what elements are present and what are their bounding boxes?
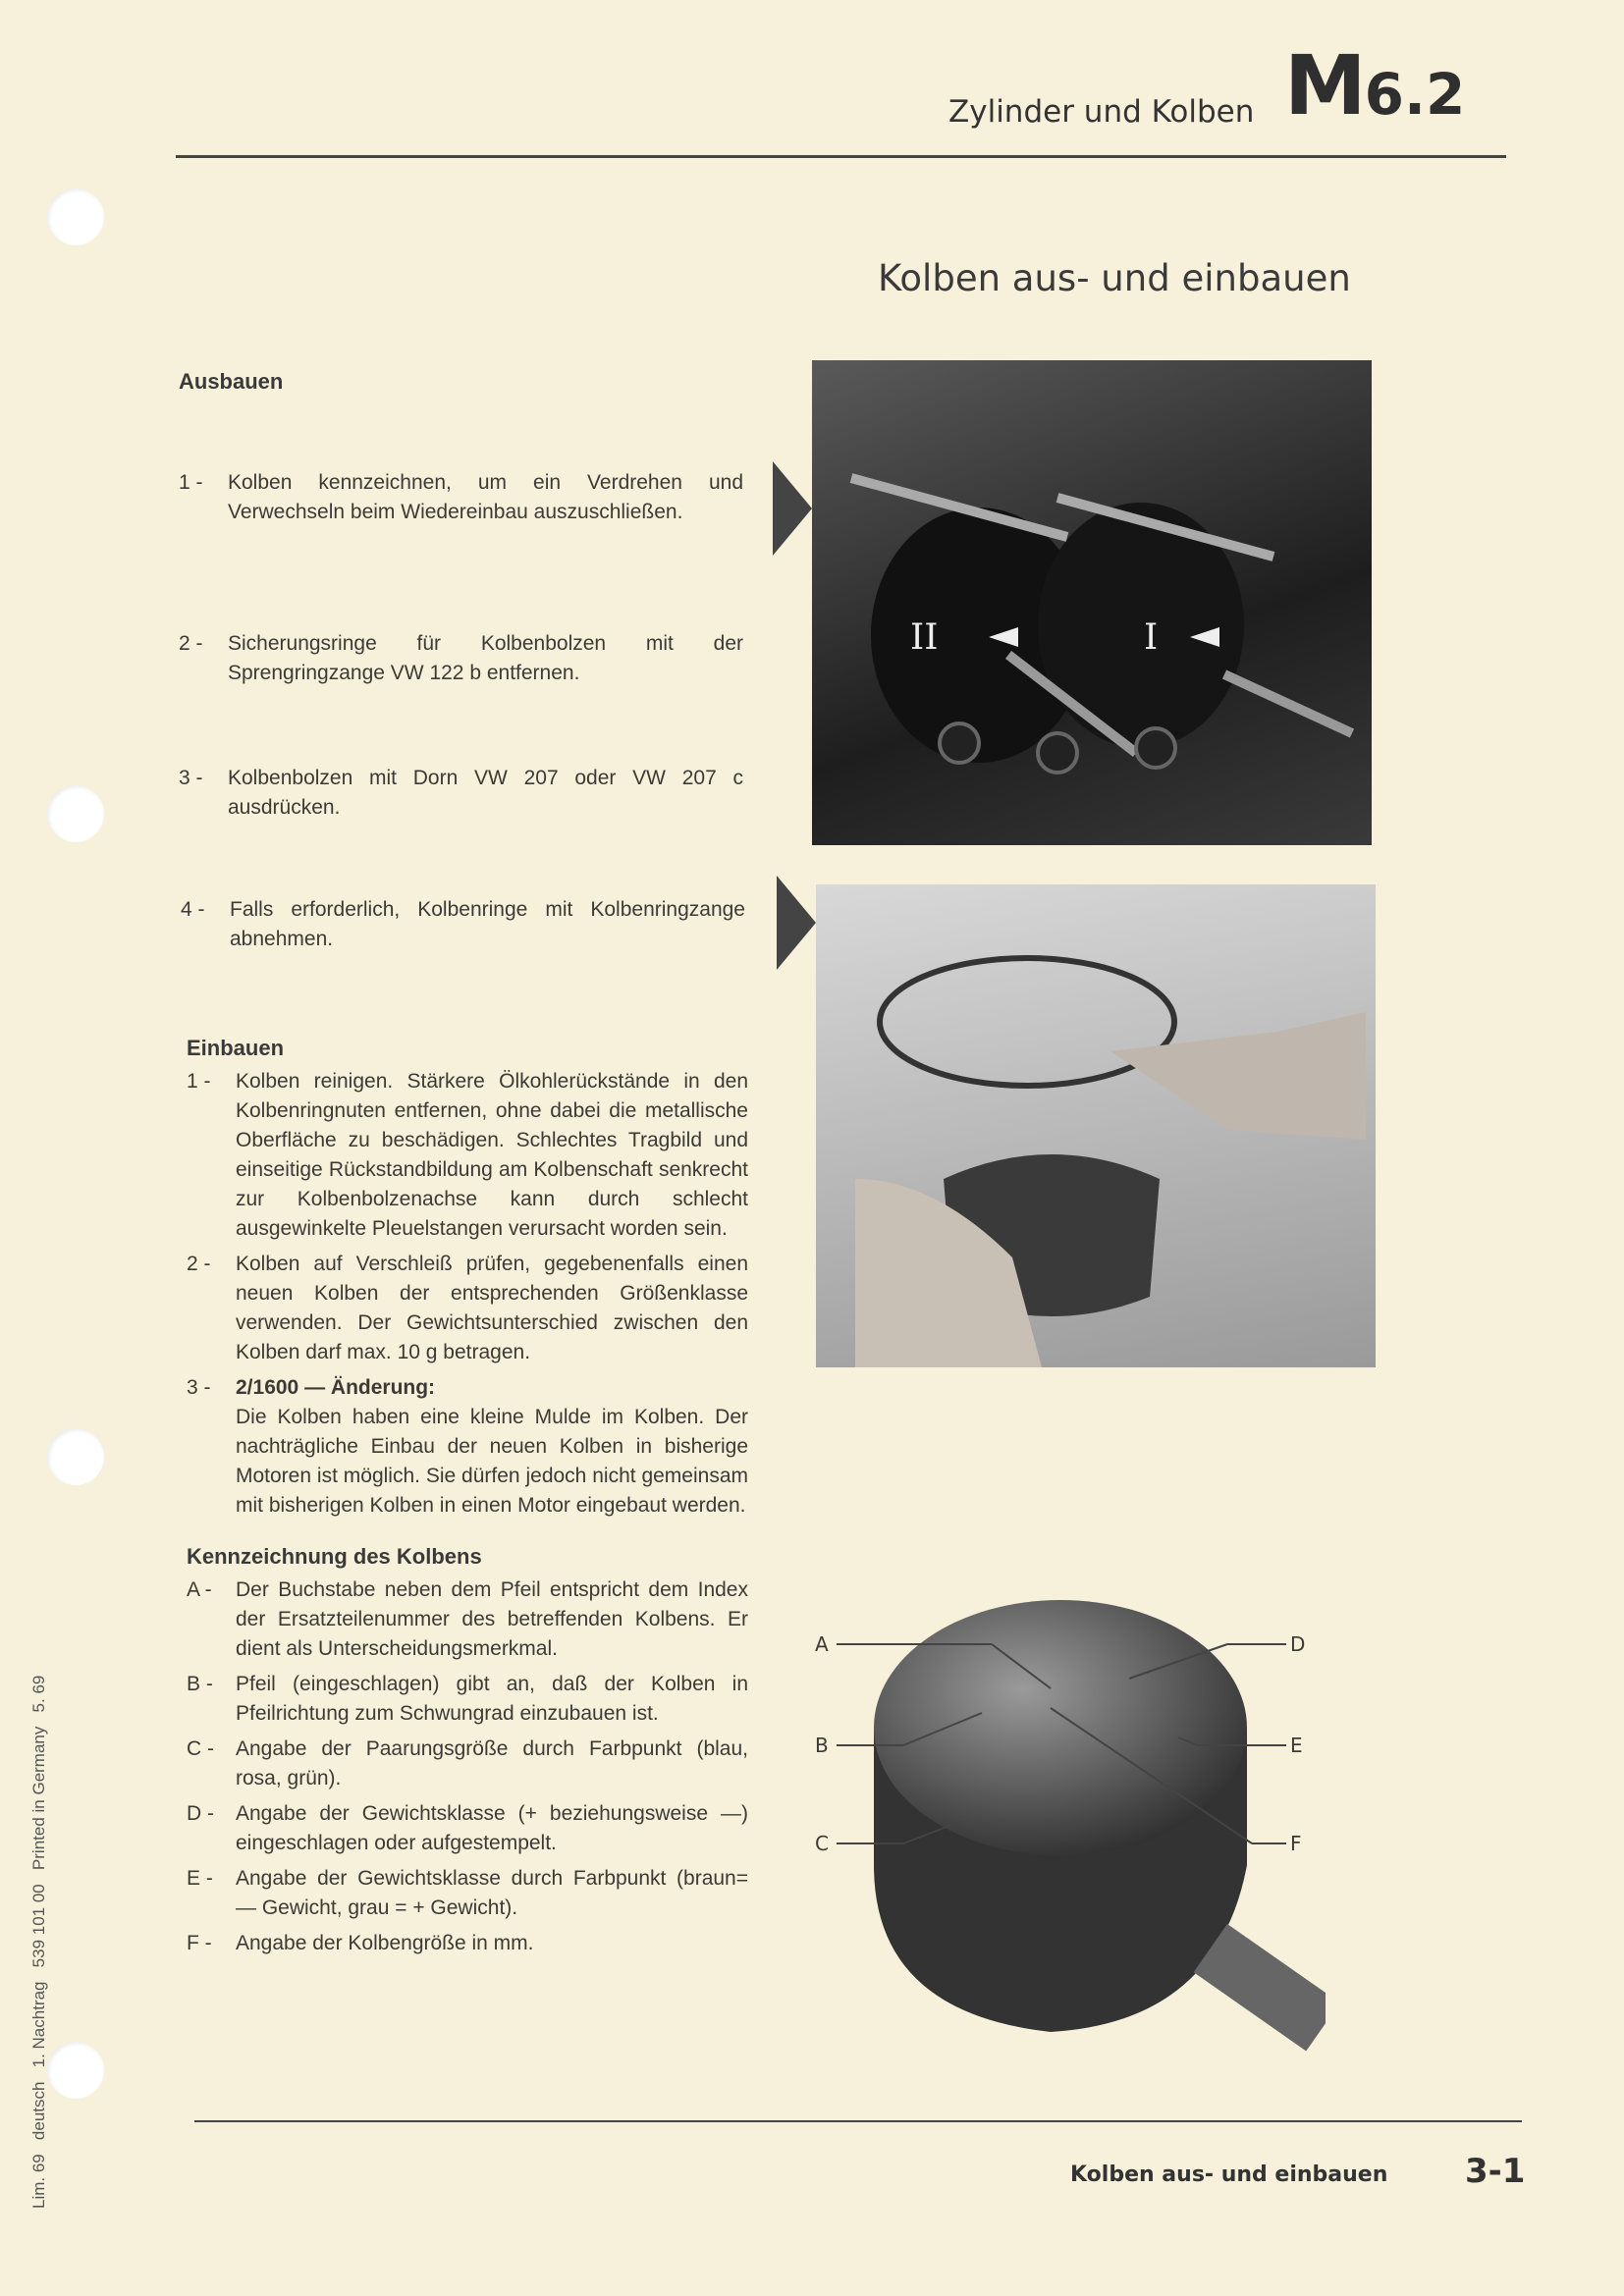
einbauen-heading: Einbauen	[187, 1036, 285, 1060]
einbauen-step	[187, 1067, 748, 1244]
piston-diagram	[815, 1600, 1326, 2061]
main-text-column	[187, 1036, 748, 1958]
einbauen-step	[187, 1250, 748, 1367]
item-text: Pfeil (eingeschlagen) gibt an, daß der Kolben in Pfeilrichtung zum Schwungrad einzubauen ist.	[236, 1673, 748, 1725]
section-title: Zylinder und Kolben	[948, 94, 1255, 130]
footer-title: Kolben aus- und einbauen	[1070, 2163, 1388, 2187]
step-text: Kolben kennzeichnen, um ein Verdrehen und Verwechseln beim Wiedereinbau auszuschließen.	[228, 471, 743, 523]
item-text: Angabe der Gewichtsklasse (+ beziehungsweise —) eingeschlagen oder aufgestempelt.	[236, 1802, 748, 1854]
pointer-arrow-icon	[773, 461, 812, 556]
step-number: 3 -	[187, 1376, 211, 1399]
marking-item	[187, 1799, 748, 1858]
step-text: Kolben auf Verschleiß prüfen, gegebenenfalls einen neuen Kolben der entsprechenden Größenklasse verwenden. Der Gewichtsunterschied zwischen den Kolben darf max. 10 g betragen.	[236, 1253, 748, 1363]
piston-ring-pliers-photo	[816, 884, 1376, 1367]
item-letter: E -	[187, 1867, 213, 1890]
code-number: 6.2	[1364, 61, 1466, 128]
step-number: 4 -	[181, 898, 205, 921]
item-text: Angabe der Kolbengröße in mm.	[236, 1932, 534, 1954]
marking-item	[187, 1575, 748, 1664]
item-text: Der Buchstabe neben dem Pfeil entspricht dem Index der Ersatzteilenummer des betreffenden Kolbens. Er dient als Unterscheidungsmerkmal.	[236, 1578, 748, 1660]
item-letter: B -	[187, 1673, 213, 1695]
punch-hole	[47, 785, 104, 842]
item-letter: C -	[187, 1737, 214, 1760]
ausbauen-heading: Ausbauen	[179, 369, 284, 394]
cylinder-label: II	[910, 617, 939, 658]
einbauen-step	[187, 1373, 748, 1521]
item-letter: D -	[187, 1802, 214, 1825]
step-number: 2 -	[179, 632, 203, 655]
step-number: 1 -	[179, 471, 203, 494]
pointer-arrow-icon	[777, 876, 816, 970]
change-heading: 2/1600 — Änderung:	[236, 1376, 436, 1399]
item-text: Angabe der Paarungsgröße durch Farbpunkt (blau, rosa, grün).	[236, 1737, 748, 1789]
marking-item	[187, 1929, 748, 1958]
step-text: Sicherungsringe für Kolbenbolzen mit der Sprengringzange VW 122 b entfernen.	[228, 632, 743, 684]
step-text: Kolbenbolzen mit Dorn VW 207 oder VW 207 c ausdrücken.	[228, 767, 743, 819]
page-number: 3-1	[1465, 2152, 1526, 2191]
callout-label: D	[1290, 1632, 1306, 1656]
punch-hole	[47, 1428, 104, 1485]
marking-item	[187, 1864, 748, 1923]
kennzeichnung-heading: Kennzeichnung des Kolbens	[187, 1544, 482, 1569]
item-text: Angabe der Gewichtsklasse durch Farbpunkt (braun= — Gewicht, grau = + Gewicht).	[236, 1867, 748, 1919]
marking-item	[187, 1735, 748, 1793]
footer-rule	[194, 2120, 1522, 2122]
ausbauen-step	[181, 895, 745, 954]
callout-label: C	[815, 1832, 829, 1855]
ausbauen-step	[179, 764, 743, 823]
punch-hole	[47, 188, 104, 245]
step-number: 1 -	[187, 1070, 211, 1093]
step-number: 3 -	[179, 767, 203, 789]
item-letter: A -	[187, 1578, 212, 1601]
step-text: Die Kolben haben eine kleine Mulde im Kolben. Der nachträgliche Einbau der neuen Kolben in bisherige Motoren ist möglich. Sie dürfen jedoch nicht gemeinsam mit bisherigen Kolben in einen Motor eingebaut werden.	[236, 1406, 748, 1517]
ausbauen-step	[179, 468, 743, 527]
callout-label: F	[1290, 1832, 1302, 1855]
step-text: Falls erforderlich, Kolbenringe mit Kolbenringzange abnehmen.	[230, 898, 745, 950]
callout-label: A	[815, 1632, 829, 1656]
code-letter: M	[1284, 37, 1365, 133]
ausbauen-step	[179, 629, 743, 688]
engine-photo	[812, 360, 1372, 845]
callout-label: B	[815, 1734, 829, 1757]
header-rule	[176, 155, 1506, 158]
step-text: Kolben reinigen. Stärkere Ölkohlerückstände in den Kolbenringnuten entfernen, ohne dabei die metallische Oberfläche zu beschädigen. Schlechtes Tragbild und einseitige Rückstandbildung am Kolbenschaft senkrecht zur Kolbenbolzenachse kann durch schlecht ausgewinkelte Pleuelstangen verursacht worden sein.	[236, 1070, 748, 1240]
section-code	[1284, 37, 1465, 133]
punch-hole	[47, 2042, 104, 2099]
step-number: 2 -	[187, 1253, 211, 1275]
item-letter: F -	[187, 1932, 212, 1954]
marking-item	[187, 1670, 748, 1729]
callout-label: E	[1290, 1734, 1303, 1757]
margin-print-info: Lim. 69 deutsch 1. Nachtrag 539 101 00 Printed in Germany 5. 69	[29, 1675, 48, 2209]
cylinder-label: I	[1144, 617, 1159, 658]
page-title: Kolben aus- und einbauen	[878, 257, 1351, 299]
